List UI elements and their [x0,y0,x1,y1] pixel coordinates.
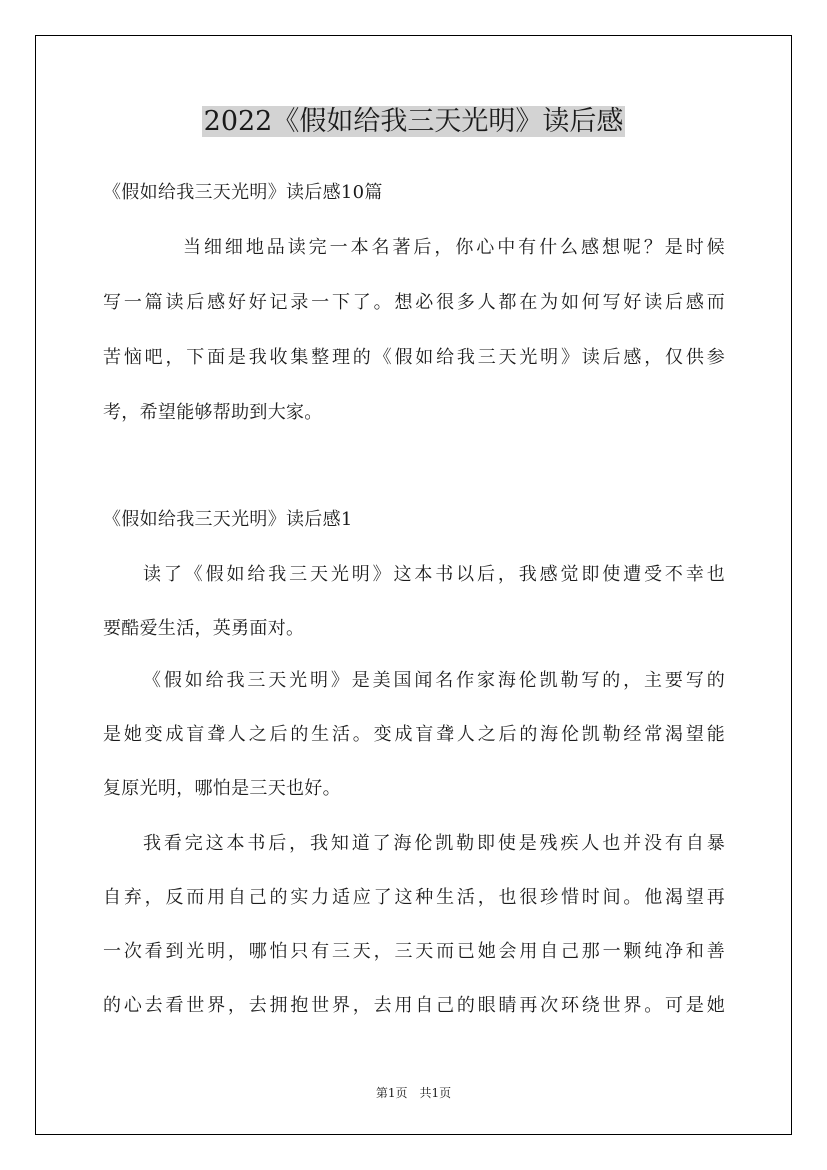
body-line: 一次看到光明，哪怕只有三天，三天而已她会用自己那一颗纯净和善 [103,941,725,962]
intro-line: 苦恼吧，下面是我收集整理的《假如给我三天光明》读后感，仅供参 [103,347,725,368]
intro-line: 当细细地品读完一本名著后，你心中有什么感想呢？是时候 [183,237,725,258]
body-line: 读了《假如给我三天光明》这本书以后，我感觉即使遭受不幸也 [143,564,725,585]
body-line: 要酷爱生活，英勇面对。 [103,618,305,639]
document-title-text: 2022《假如给我三天光明》读后感 [203,106,624,137]
page-footer: 第1页 共1页 [375,1086,452,1100]
document-title [0,100,827,144]
body-line: 是她变成盲聋人之后的生活。变成盲聋人之后的海伦凯勒经常渴望能 [103,724,725,745]
intro-line: 考，希望能够帮助到大家。 [103,402,323,423]
intro-line: 写一篇读后感好好记录一下了。想必很多人都在为如何写好读后感而 [103,292,725,313]
body-line: 的心去看世界，去拥抱世界，去用自己的眼睛再次环绕世界。可是她 [103,995,725,1016]
body-line: 我看完这本书后，我知道了海伦凯勒即使是残疾人也并没有自暴 [143,833,725,854]
document-subtitle: 《假如给我三天光明》读后感10篇 [103,182,383,203]
section-heading: 《假如给我三天光明》读后感1 [103,509,353,530]
body-line: 自弃，反而用自己的实力适应了这种生活，也很珍惜时间。他渴望再 [103,887,725,908]
body-line: 复原光明，哪怕是三天也好。 [103,778,341,799]
body-line: 《假如给我三天光明》是美国闻名作家海伦凯勒写的，主要写的 [143,670,725,691]
